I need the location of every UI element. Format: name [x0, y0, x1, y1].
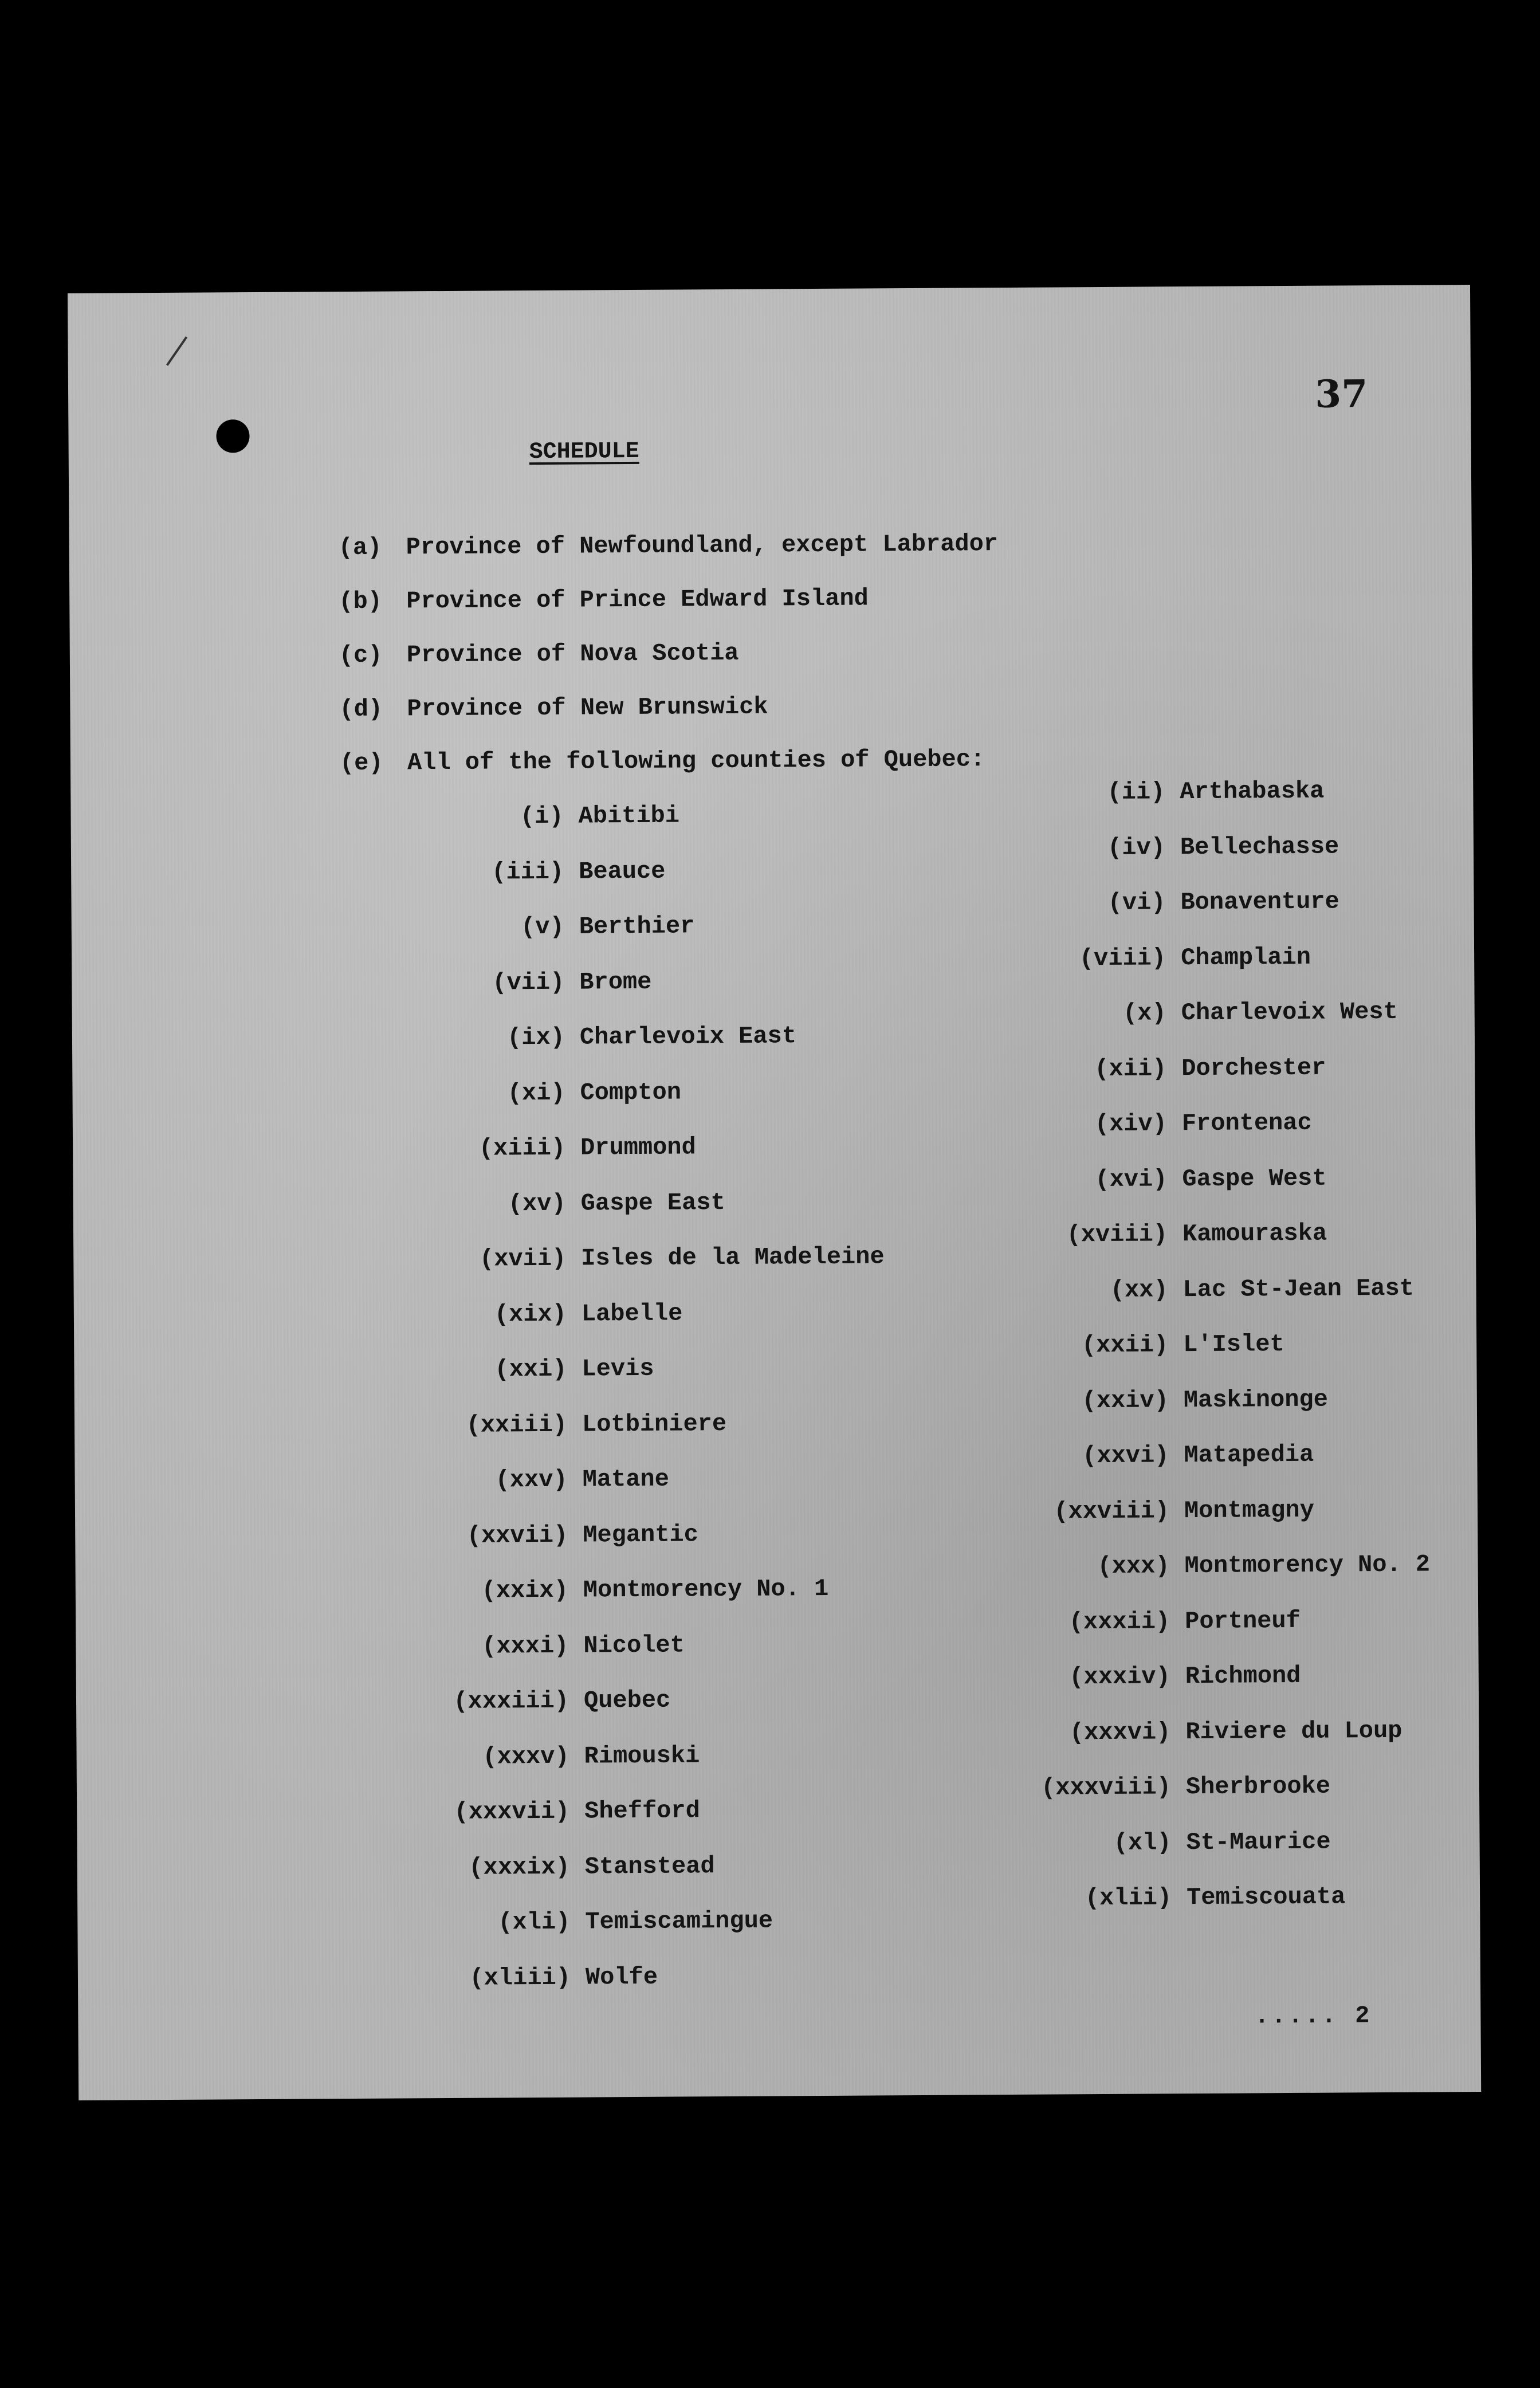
county-numeral: (xx)	[1110, 1276, 1168, 1304]
county-name: Abitibi	[578, 802, 680, 830]
county-numeral: (xxxiii)	[453, 1687, 569, 1716]
county-name: Wolfe	[585, 1963, 658, 1992]
county-item	[1028, 984, 1427, 1042]
county-name: Kamouraska	[1182, 1219, 1327, 1248]
county-name: Matane	[582, 1465, 670, 1494]
county-item	[430, 1395, 886, 1453]
county-numeral: (ii)	[1107, 778, 1165, 807]
county-name: Shefford	[584, 1797, 700, 1825]
county-numeral: (xxi)	[494, 1355, 567, 1384]
county-name: Rimouski	[584, 1742, 700, 1770]
county-name: Matapedia	[1184, 1441, 1314, 1470]
county-item	[1030, 1150, 1428, 1208]
county-numeral: (xxv)	[495, 1466, 568, 1494]
province-item	[339, 571, 999, 629]
county-item	[1034, 1869, 1432, 1927]
county-name: Gaspe West	[1182, 1164, 1327, 1193]
county-name: St-Maurice	[1186, 1828, 1331, 1856]
county-name: Levis	[582, 1355, 654, 1383]
province-item	[339, 625, 999, 682]
county-numeral: (i)	[520, 802, 564, 831]
county-numeral: (xiv)	[1094, 1110, 1168, 1138]
county-name: Megantic	[583, 1521, 699, 1549]
county-numeral: (xix)	[494, 1300, 567, 1329]
county-item	[429, 1340, 885, 1397]
county-numeral: (iii)	[492, 858, 564, 886]
county-item	[430, 1506, 886, 1564]
county-name: Nicolet	[583, 1631, 685, 1660]
province-item	[338, 517, 998, 575]
county-name: Portneuf	[1185, 1607, 1301, 1635]
county-name: Frontenac	[1181, 1109, 1312, 1138]
item-text: Province of Newfoundland, except Labrador	[406, 530, 999, 561]
county-numeral: (xxiii)	[466, 1411, 568, 1439]
pen-mark	[166, 336, 187, 366]
county-numeral: (xvii)	[479, 1244, 567, 1273]
item-marker: (c)	[339, 641, 383, 670]
county-name: Beauce	[579, 857, 666, 886]
county-item	[1034, 1813, 1432, 1871]
county-name: Compton	[580, 1078, 682, 1107]
county-numeral: (xxxv)	[482, 1742, 569, 1771]
county-item	[427, 953, 883, 1011]
county-item	[431, 1616, 887, 1674]
county-column-left	[426, 787, 889, 2006]
county-item	[1034, 1758, 1432, 1816]
county-numeral: (viii)	[1079, 944, 1166, 972]
county-item	[431, 1671, 887, 1729]
county-item	[427, 1063, 883, 1121]
county-name: Temiscamingue	[585, 1907, 773, 1936]
county-name: Lotbiniere	[582, 1409, 727, 1439]
county-numeral: (xxx)	[1097, 1552, 1170, 1581]
county-numeral: (xviii)	[1066, 1220, 1168, 1249]
item-marker: (a)	[338, 533, 382, 562]
county-numeral: (xxviii)	[1054, 1497, 1170, 1526]
county-item	[1030, 1205, 1428, 1263]
county-item	[1029, 1039, 1427, 1097]
county-item	[426, 897, 882, 955]
county-name: Brome	[579, 968, 652, 996]
county-numeral: (xxxviii)	[1040, 1773, 1172, 1802]
county-item	[1032, 1592, 1431, 1650]
county-numeral: (xxxii)	[1068, 1608, 1170, 1636]
county-numeral: (xli)	[498, 1908, 571, 1937]
county-numeral: (iv)	[1107, 834, 1166, 862]
document-page	[68, 285, 1481, 2100]
county-name: Drummond	[580, 1133, 696, 1162]
county-name: Quebec	[583, 1686, 671, 1715]
county-numeral: (xl)	[1113, 1829, 1172, 1857]
county-numeral: (ix)	[506, 1023, 565, 1052]
item-marker: (d)	[339, 695, 383, 724]
county-numeral: (xxix)	[481, 1576, 568, 1605]
county-name: Stanstead	[584, 1852, 715, 1881]
county-item	[1030, 1260, 1428, 1318]
county-item	[1030, 1095, 1428, 1153]
county-item	[431, 1561, 887, 1619]
county-name: Sherbrooke	[1185, 1772, 1331, 1801]
county-name: Charlevoix East	[579, 1022, 797, 1051]
county-item	[1032, 1537, 1430, 1595]
county-item	[429, 1285, 885, 1342]
county-item	[433, 1948, 889, 2006]
county-numeral: (xxvi)	[1082, 1442, 1169, 1470]
county-item	[1032, 1648, 1431, 1706]
province-item	[339, 678, 999, 736]
county-numeral: (xvi)	[1095, 1165, 1168, 1193]
page-number: 37	[1315, 371, 1368, 417]
continuation-marker: ..... 2	[1254, 2002, 1372, 2030]
item-text: All of the following counties of Quebec:	[407, 745, 985, 777]
county-item	[1032, 1482, 1430, 1539]
county-numeral: (xxxix)	[469, 1853, 570, 1882]
county-name: Montmorency No. 1	[583, 1575, 829, 1604]
county-name: Montmorency No. 2	[1184, 1550, 1431, 1580]
county-numeral: (xliii)	[469, 1963, 571, 1992]
county-item	[1031, 1427, 1429, 1484]
item-text: Province of Prince Edward Island	[406, 584, 869, 615]
county-name: Montmagny	[1184, 1496, 1315, 1525]
county-name: Berthier	[579, 912, 695, 941]
county-name: Lac St-Jean East	[1182, 1274, 1415, 1303]
county-item	[430, 1450, 886, 1508]
county-numeral: (xxiv)	[1082, 1387, 1169, 1415]
item-marker: (e)	[339, 749, 383, 777]
county-numeral: (xiii)	[478, 1134, 566, 1162]
county-item	[1028, 874, 1426, 932]
county-numeral: (x)	[1122, 999, 1166, 1028]
county-item	[428, 1174, 884, 1232]
county-item	[1033, 1703, 1431, 1761]
county-numeral: (xii)	[1094, 1055, 1167, 1083]
county-numeral: (xlii)	[1085, 1884, 1172, 1912]
county-item	[429, 1229, 885, 1287]
province-item	[340, 732, 1000, 790]
county-item	[426, 787, 882, 845]
county-name: Bonaventure	[1180, 887, 1339, 917]
county-numeral: (xv)	[508, 1189, 566, 1218]
county-numeral: (vi)	[1107, 889, 1166, 917]
item-text: Province of Nova Scotia	[406, 639, 739, 669]
county-name: Gaspe East	[580, 1188, 725, 1217]
county-name: Labelle	[581, 1299, 683, 1328]
county-numeral: (vii)	[492, 968, 565, 997]
county-numeral: (v)	[521, 913, 564, 941]
county-item	[1028, 929, 1427, 987]
county-name: Dorchester	[1181, 1054, 1326, 1082]
county-name: Champlain	[1180, 943, 1311, 972]
county-item	[1027, 763, 1425, 821]
county-item	[428, 1118, 884, 1176]
item-text: Province of New Brunswick	[407, 693, 768, 723]
county-numeral: (xxxi)	[482, 1632, 569, 1660]
county-numeral: (xxxvii)	[454, 1797, 570, 1827]
province-list	[338, 517, 999, 790]
county-item	[1031, 1316, 1429, 1374]
county-name: Charlevoix West	[1181, 998, 1398, 1027]
county-item	[432, 1782, 888, 1840]
county-numeral: (xxii)	[1081, 1331, 1169, 1360]
county-item	[426, 842, 882, 900]
schedule-title: SCHEDULE	[529, 438, 639, 466]
county-name: Isles de la Madeleine	[581, 1243, 885, 1272]
county-item	[427, 1008, 883, 1066]
county-item	[1031, 1371, 1429, 1429]
county-numeral: (xi)	[507, 1079, 565, 1107]
county-numeral: (xxxiv)	[1069, 1663, 1170, 1691]
county-name: Maskinonge	[1183, 1385, 1329, 1414]
county-numeral: (xxvii)	[466, 1521, 568, 1550]
county-item	[433, 1837, 889, 1895]
county-name: Temiscouata	[1186, 1883, 1346, 1912]
county-name: Bellechasse	[1180, 832, 1339, 861]
county-column-right	[1027, 763, 1432, 1927]
county-name: L'Islet	[1183, 1330, 1284, 1359]
county-item	[431, 1727, 887, 1785]
county-name: Arthabaska	[1180, 777, 1325, 806]
county-item	[433, 1892, 889, 1950]
county-item	[1028, 818, 1426, 876]
county-numeral: (xxxvi)	[1069, 1718, 1171, 1747]
item-marker: (b)	[339, 587, 383, 616]
county-name: Richmond	[1185, 1662, 1301, 1691]
county-name: Riviere du Loup	[1185, 1717, 1402, 1746]
